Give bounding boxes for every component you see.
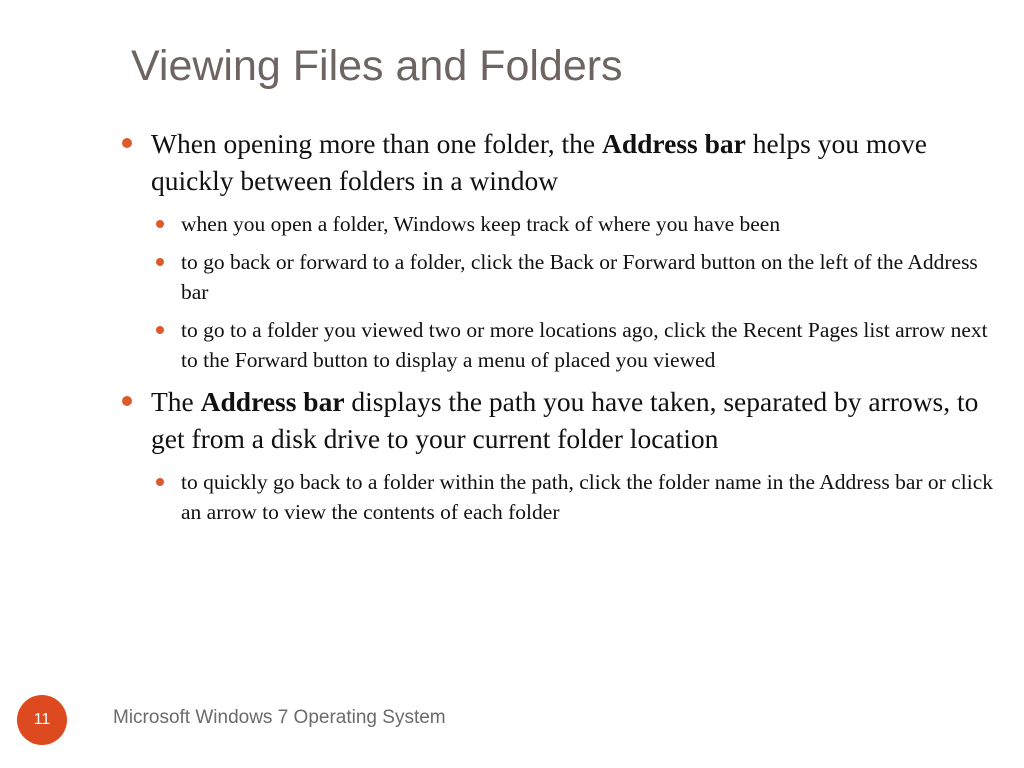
sub-bullet-dot-icon <box>156 326 164 334</box>
bullet-text-before: When opening more than one folder, the <box>151 128 602 159</box>
sub-bullet-dot-icon <box>156 478 164 486</box>
sub-bullet-text: to go to a folder you viewed two or more locations ago, click the Recent Pages list arrow next to the Forward button to display a menu of placed you viewed <box>181 317 988 372</box>
sub-bullet-recent-pages <box>120 315 1000 376</box>
bullet-bold-term: Address bar <box>200 385 345 417</box>
sub-bullet-text: when you open a folder, Windows keep track of where you have been <box>181 212 781 236</box>
bullet-dot-icon <box>122 396 132 406</box>
bullet-address-bar-path <box>120 383 1000 457</box>
slide-number-badge: 11 <box>17 695 67 745</box>
slide-footer: Microsoft Windows 7 Operating System <box>113 707 446 728</box>
bullet-address-bar-navigation <box>120 125 1000 199</box>
sub-bullet-dot-icon <box>156 220 164 228</box>
sub-bullet-text: to quickly go back to a folder within the path, click the folder name in the Address bar or click an arrow to view the contents of each folder <box>181 469 993 524</box>
bullet-bold-term: Address bar <box>601 128 746 159</box>
slide-title: Viewing Files and Folders <box>131 42 623 90</box>
bullet-dot-icon <box>122 138 132 148</box>
sub-bullet-go-back-in-path <box>120 467 1000 528</box>
sub-bullet-text: to go back or forward to a folder, click the Back or Forward button on the left of the Address bar <box>181 249 978 304</box>
slide-body <box>120 125 1000 535</box>
sub-bullet-back-forward <box>120 247 1000 308</box>
bullet-text-after: helps you move quickly between folders in a window <box>151 128 927 196</box>
bullet-text-after: displays the path you have taken, separated by arrows, to get from a disk drive to your current folder location <box>151 385 979 454</box>
sub-bullet-dot-icon <box>156 258 164 266</box>
bullet-text-before: The <box>151 385 201 417</box>
sub-bullet-track-location <box>120 209 1000 240</box>
